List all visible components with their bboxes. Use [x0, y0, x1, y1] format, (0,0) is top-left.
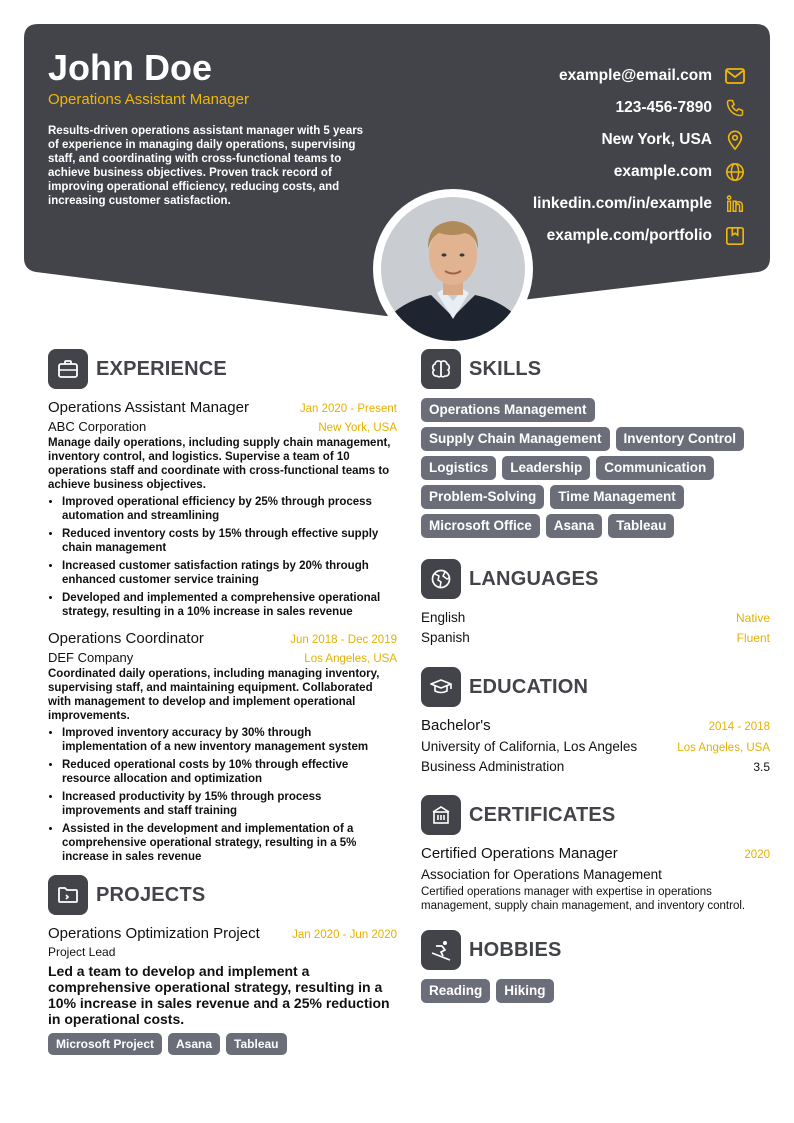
skiing-icon — [421, 930, 461, 970]
contact-website-text: example.com — [613, 163, 712, 180]
language-name: Spanish — [421, 630, 470, 645]
hobby-tag: Reading — [421, 979, 490, 1003]
field-of-study: Business Administration — [421, 759, 565, 774]
hobby-tags — [421, 979, 770, 1003]
education-title: EDUCATION — [469, 675, 589, 698]
skill-tag: Problem-Solving — [421, 485, 544, 509]
project-dates: Jan 2020 - Jun 2020 — [292, 929, 397, 941]
projects-header — [48, 874, 397, 916]
graduation-cap-icon — [421, 667, 461, 707]
certificate-issuer: Association for Operations Management — [421, 867, 662, 882]
language-row — [421, 608, 770, 628]
left-column — [48, 348, 397, 1055]
skill-tag: Operations Management — [421, 398, 595, 422]
experience-header — [48, 348, 397, 390]
achievement-item: • Reduced inventory costs by 15% through effective supply chain management — [62, 527, 397, 555]
language-globe-icon — [421, 559, 461, 599]
portfolio-icon — [724, 225, 746, 247]
project-tag: Asana — [168, 1033, 220, 1055]
contact-portfolio[interactable] — [533, 220, 746, 252]
projects-title: PROJECTS — [96, 883, 206, 906]
job-title: Operations Assistant Manager — [48, 399, 249, 416]
profile-photo — [381, 197, 525, 341]
certificates-title: CERTIFICATES — [469, 803, 616, 826]
job-item — [48, 398, 397, 619]
institution-icon — [421, 795, 461, 835]
briefcase-icon — [48, 349, 88, 389]
skill-tag: Inventory Control — [616, 427, 745, 451]
language-row — [421, 628, 770, 648]
job-company: DEF Company — [48, 650, 134, 665]
skills-title: SKILLS — [469, 357, 542, 380]
experience-title: EXPERIENCE — [96, 357, 227, 380]
languages-header — [421, 558, 770, 600]
languages-list — [421, 608, 770, 648]
hobbies-header — [421, 929, 770, 971]
contact-phone-text: 123-456-7890 — [615, 99, 712, 116]
contact-location-text: New York, USA — [601, 131, 712, 148]
certificates-header — [421, 794, 770, 836]
contact-email[interactable] — [533, 60, 746, 92]
contact-portfolio-text: example.com/portfolio — [546, 227, 712, 244]
education-item — [421, 716, 770, 776]
job-achievements — [48, 726, 397, 864]
candidate-name: John Doe — [48, 47, 213, 88]
right-column — [421, 348, 770, 1003]
skill-tag: Time Management — [550, 485, 684, 509]
certificate-description: Certified operations manager with expertise in operations management, supply chain management, and inventory control. — [421, 886, 746, 912]
skill-tag: Supply Chain Management — [421, 427, 610, 451]
contact-email-text: example@email.com — [559, 67, 712, 84]
job-description: Coordinated daily operations, including managing inventory, supervising staff, and maintaining equipment. Collaborated with management to develop and implement operational improvements. — [48, 668, 380, 722]
certificate-item — [421, 844, 770, 913]
language-level: Native — [735, 611, 770, 625]
language-level: Fluent — [736, 631, 770, 645]
contact-location — [533, 124, 746, 156]
job-description: Manage daily operations, including supply chain management, inventory control, and logistics. Supervise a team of 10 operations staff and coordinate with cross-functional teams to achieve business objectives. — [48, 437, 391, 491]
contact-linkedin-text: linkedin.com/in/example — [532, 195, 712, 212]
education-header — [421, 666, 770, 708]
location-pin-icon — [724, 129, 746, 151]
achievement-item: • Developed and implemented a comprehensive operational strategy, resulting in a 10% increase in sales revenue — [62, 591, 397, 619]
achievement-item: • Reduced operational costs by 10% through effective resource allocation and optimization — [62, 758, 397, 786]
skill-tag: Logistics — [421, 456, 496, 480]
profile-summary: Results-driven operations assistant manager with 5 years of experience in managing daily operations, supervising staff, and coordinating with cross-functional teams to achieve business objectives. Proven track record of improving operational efficiency, reducing costs, and increasing customer satisfaction. — [48, 125, 364, 207]
hobbies-title: HOBBIES — [469, 938, 562, 961]
achievement-item: • Assisted in the development and implementation of a comprehensive operational strategy, resulting in a 5% increase in sales revenue — [62, 822, 397, 864]
skill-tag: Tableau — [608, 514, 674, 538]
project-tag: Microsoft Project — [48, 1033, 162, 1055]
school-name: University of California, Los Angeles — [421, 739, 638, 754]
school-location: Los Angeles, USA — [677, 742, 770, 754]
job-dates: Jan 2020 - Present — [299, 403, 397, 415]
hobby-tag: Hiking — [496, 979, 553, 1003]
certificate-name: Certified Operations Manager — [421, 845, 618, 862]
job-location: Los Angeles, USA — [304, 653, 397, 665]
skill-tag: Asana — [546, 514, 603, 538]
skills-header — [421, 348, 770, 390]
globe-icon — [724, 161, 746, 183]
linkedin-icon — [724, 193, 746, 215]
brain-icon — [421, 349, 461, 389]
language-name: English — [421, 610, 466, 625]
project-tags — [48, 1033, 397, 1055]
job-item — [48, 629, 397, 864]
project-role: Project Lead — [48, 945, 116, 959]
skill-tag: Communication — [596, 456, 714, 480]
mail-icon — [724, 65, 746, 87]
contact-list — [533, 60, 746, 252]
gpa: 3.5 — [753, 760, 770, 774]
contact-phone[interactable] — [533, 92, 746, 124]
achievement-item: • Improved operational efficiency by 25% through process automation and streamlining — [62, 495, 397, 523]
job-location: New York, USA — [318, 422, 397, 434]
candidate-role: Operations Assistant Manager — [48, 91, 249, 108]
achievement-item: • Improved inventory accuracy by 30% through implementation of a new inventory management system — [62, 726, 397, 754]
job-company: ABC Corporation — [48, 419, 147, 434]
contact-linkedin[interactable] — [533, 188, 746, 220]
project-description: Led a team to develop and implement a comprehensive operational strategy, resulting in a 10% increase in sales revenue and a 25% reduction in operational costs. — [48, 963, 390, 1027]
certificate-year: 2020 — [744, 849, 770, 861]
skill-tag: Leadership — [502, 456, 590, 480]
degree: Bachelor's — [421, 717, 491, 734]
skill-tag: Microsoft Office — [421, 514, 540, 538]
project-title: Operations Optimization Project — [48, 925, 260, 942]
education-dates: 2014 - 2018 — [708, 721, 770, 733]
job-title: Operations Coordinator — [48, 630, 204, 647]
job-achievements — [48, 495, 397, 619]
achievement-item: • Increased productivity by 15% through process improvements and staff training — [62, 790, 397, 818]
languages-title: LANGUAGES — [469, 567, 599, 590]
achievement-item: • Increased customer satisfaction ratings by 20% through enhanced customer service training — [62, 559, 397, 587]
phone-icon — [724, 97, 746, 119]
job-dates: Jun 2018 - Dec 2019 — [290, 634, 397, 646]
project-item — [48, 924, 397, 1055]
skills-tags — [421, 398, 751, 538]
contact-website[interactable] — [533, 156, 746, 188]
project-tag: Tableau — [226, 1033, 286, 1055]
folder-icon — [48, 875, 88, 915]
